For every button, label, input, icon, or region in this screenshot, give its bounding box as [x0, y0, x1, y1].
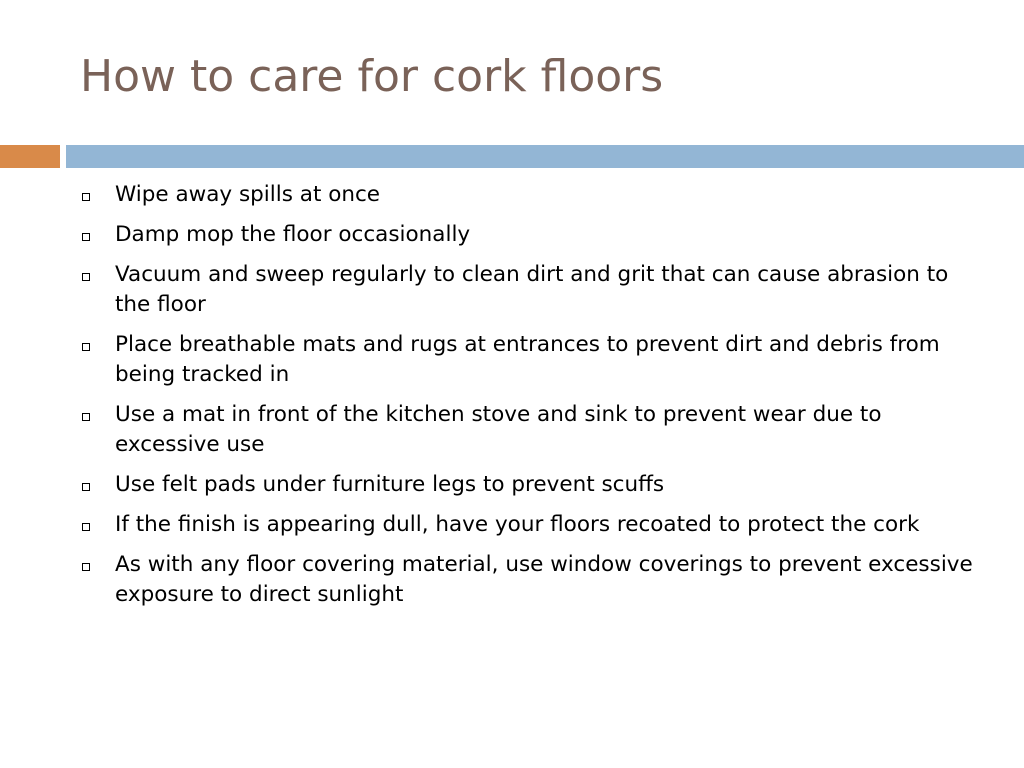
bullet-text: As with any floor covering material, use window coverings to prevent excessive exposure to direct sunlight [115, 552, 973, 607]
slide-title: How to care for cork floors [80, 51, 664, 102]
hollow-square-bullet-icon [82, 343, 90, 351]
bullet-item [80, 220, 980, 250]
bullet-text: If the finish is appearing dull, have your floors recoated to protect the cork [115, 512, 920, 537]
hollow-square-bullet-icon [82, 563, 90, 571]
bullet-text: Wipe away spills at once [115, 182, 381, 207]
bullet-list [80, 180, 980, 620]
hollow-square-bullet-icon [82, 273, 90, 281]
bullet-item [80, 510, 980, 540]
accent-bar-blue [66, 145, 1024, 168]
bullet-text: Vacuum and sweep regularly to clean dirt and grit that can cause abrasion to the floor [115, 262, 949, 317]
bullet-item [80, 330, 980, 390]
bullet-text: Damp mop the floor occasionally [115, 222, 471, 247]
bullet-item [80, 470, 980, 500]
bullet-item [80, 400, 980, 460]
bullet-item [80, 180, 980, 210]
accent-bar-orange [0, 145, 60, 168]
bullet-text: Use a mat in front of the kitchen stove and sink to prevent wear due to excessive use [115, 402, 882, 457]
hollow-square-bullet-icon [82, 523, 90, 531]
hollow-square-bullet-icon [82, 413, 90, 421]
hollow-square-bullet-icon [82, 193, 90, 201]
bullet-item [80, 260, 980, 320]
bullet-item [80, 550, 980, 610]
hollow-square-bullet-icon [82, 233, 90, 241]
bullet-text: Use felt pads under furniture legs to prevent scuffs [115, 472, 665, 497]
hollow-square-bullet-icon [82, 483, 90, 491]
bullet-text: Place breathable mats and rugs at entrances to prevent dirt and debris from being tracked in [115, 332, 940, 387]
